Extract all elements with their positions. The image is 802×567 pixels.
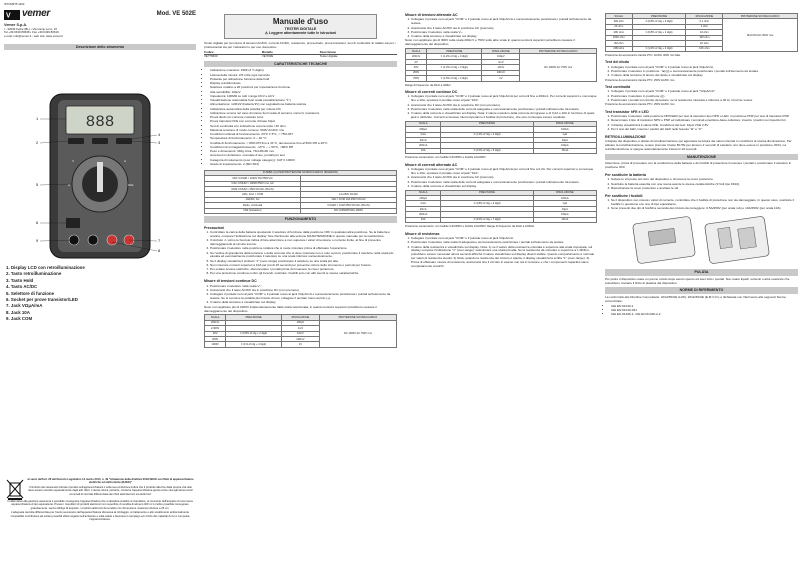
address: I - 32032 Feltre (BL) • Via Camp Lonc, 16 [4,26,58,31]
th: SCALA [406,49,427,54]
td: 10mV [482,65,520,70]
dca-step: 1. Collegare il puntale nero al jack "COM" e il puntale rosso al jack VΩμA/mA per correnti fino a 400mA. Per correnti superiori e comunque fino a 10A, spostare il puntale rosso al jack "10A". [411,95,597,103]
manual-title: Manuale d'uso [272,17,329,26]
th: PRECISIONE [427,49,482,54]
spec-item: • Visualizzazione automatica fuori scala (visualizzazione "1") [210,99,397,103]
th: PROTEZIONE SOVRACCARICO [723,14,798,19]
spec-item: • Test di continuità con indicazione sonora sotto i 30 ohm [210,125,397,129]
td: 10μA [533,138,596,143]
svg-text:8: 8 [158,248,161,253]
disposal-text-1: Il simbolo del cassonetto barrato riportato sull'apparecchiatura o sulla sua confezione indica che il prodotto alla fine della propria vita utile deve essere raccolto separatamente dagli altri rifiuti. L'utente dovrà, pertanto, conferire l'apparecchiatura giunta a fine vita agli idonei centri comunali di raccolta differenziata dei rifiuti elettrotecnici ed elettronici. [28,485,193,496]
cleaning-title: PULIZIA [605,269,798,275]
aca-step: 4. Il valore della corrente è visualizzato sul display. [411,185,597,189]
svg-text:4: 4 [158,132,161,137]
spec-item: • Prova transistor hFE con corrente di base 10μA [210,120,397,124]
cleaning-text: Per pulire il dispositivo usare un panno umido dopo averlo spento ed aver tolto i puntali. Non usare liquidi, solventi o altre sostanze che potrebbero rovinare il finito di plastica del dispositivo. [605,276,790,285]
td: 1V [281,342,319,347]
aca-step: 2. Assicurarsi che il tasto AC/DC sia in posizione AC (premuto). [411,176,597,180]
td: 100μV [281,320,319,325]
standards-title: NORME DI RIFERIMENTO [605,287,798,293]
prot-cell: ADC, ACA = COM [205,192,301,197]
cont-step: 3. Posizionare i puntali sul circuito da testare: se la resistenza misurata è inferiore a 30 Ω, il buzzer suona. [611,99,798,103]
td: 2,000V [205,326,226,331]
td: 2M ohm [606,41,633,46]
td: 1000V [205,342,226,347]
td: 10A [406,148,441,153]
cont-title: Test continuità [605,84,631,89]
th: PRECISIONE [441,121,533,126]
operation-title: FUNZIONAMENTO [204,216,397,222]
fuse-steps [605,199,798,211]
model-header: Modello [261,49,273,54]
brand-name: vemer [22,8,50,20]
description-header: Descrizione [319,49,337,54]
precaution-item: 3. Posizionare il selettore nella posizione relativa che si vuole misurare prima di effettuare l'operazione. [210,247,397,251]
spec-item: • Categoria di isolamento (over voltage category): CAT II 1000V [210,159,397,163]
dca-title: Misure di correnti continue DC [405,89,458,94]
acv-table [405,48,597,82]
fuse-step: 2. Sono presenti due tipi di fusibili a seconda del circuito da proteggere: 0,5A/250V (per scala mA) e 10A/250V (per scala 10A) [611,207,798,211]
spec-item: • Umidità di funzionamento: < 80% RH fino a 31°C, decrescente fino al 50% RH a 40°C [210,142,397,146]
protection-table [204,170,397,214]
device-parts-list [6,265,194,322]
svg-text:2: 2 [36,140,39,145]
td: 1K ohm [686,41,723,46]
td: 2K ohm [606,24,633,29]
spec-item: • Peso e dimensioni: 340g circa, 74x145x40 mm [210,150,397,154]
spec-item: • Display retroilluminato [210,82,397,86]
td: ± (1,2% of rdg + 3 digit) [427,54,482,59]
td: DC 1000V AC 750V rms [520,54,597,81]
td: 200μA [406,127,441,132]
cont-steps [605,90,798,102]
cont-note: Protezione da sovraccarico tramite PTC: 250V AC/DC rms [605,103,675,107]
res-note: Protezione da sovraccarico tramite PTC: AC/DC 300V rms Max [605,53,681,57]
backlight-text: Il display del dispositivo è dotato di retroilluminazione per agevolare la lettura dei valori misurati in condizioni di scarsa illuminazione. Per attivare la retroilluminazione, tenere premuto il tasto BLITE per almeno 2 secondi (il selettore non deve essere in posizione OFF). La retroilluminazione si spegne automaticamente trascorsi 10 secondi. [605,139,792,151]
column-3 [401,0,601,567]
td: 10μA [533,206,596,211]
device-part: 1. Display LCD con retroilluminazione [6,265,85,270]
device-part: 6. Socket per prove transistor/LED [6,296,78,302]
aca-table [405,190,597,224]
th: RISOLUZIONE [533,121,596,126]
lcd-display-icon: 888 [85,113,115,131]
td: 750V [406,76,427,81]
phone: Tel +39 0439 80638 • Fax +39 0439 80619 [4,30,59,35]
td: ± (1,0% of rdg + 2 digit) [632,46,686,51]
code-value: VE776600 [204,54,218,59]
dca-step: 4. Il valore della corrente è visualizzato sul display. Nota: il valore massimo della corrente di ingresso è di 0,2A o 10A in funzione di quale jack è utilizzato. Correnti eccessive interromperanno il fusibile di protezione, che può comunque essere sostituito. [411,112,597,120]
prot-cell: V/OHM = COM 250V DC/AC (Picchi) [301,203,397,208]
dca-steps [405,95,597,119]
backlight-title: RETROILLUMINAZIONE [605,134,646,139]
standards-text: La conformità alle Direttive Comunitarie: 2014/35/UE (LVD), 2014/30/UE (E.M.C.D.) è dichiarata con riferimento alle seguenti Norme armonizzate: [605,294,787,303]
hfe-steps [605,115,798,132]
svg-text:9: 9 [36,238,39,243]
th: RISOLUZIONE [533,190,596,195]
th: PRECISIONE [441,190,533,195]
model-value: VE 502E [261,54,274,59]
company: Vemer S.p.A. [4,22,28,27]
model-title: Mod. VE 502E [156,10,196,17]
dcv-step: 4. Il valore della tensione è visualizzato sul display. [210,301,397,305]
standards-list [605,305,798,317]
acv-step: 4. Il valore della tensione è visualizzato sul display. [411,35,597,39]
th: PRECISIONE [632,14,686,19]
res-steps [405,237,597,269]
td: ± (2,0% of rdg + 5 digit) [441,148,533,153]
code-header: Codice [204,49,214,54]
prot-cell: 10A/DC, AC [205,197,301,202]
fuse-title: Per sostituire i fusibili [605,193,643,198]
td: ± (0,8% of rdg + 1 digit) [632,30,686,35]
hfe-step: 3. Il display visualizzerà il valore hFE. Condizioni del test: 10μA VCE 2.8V [611,124,798,128]
td: 2mA [406,132,441,137]
prot-cell: VDC V/OHM = 1000V DC/750V AC [205,176,301,181]
td: 100μA [533,143,596,148]
battery-title: Per sostituire la batteria [605,172,646,177]
hfe-title: Test transistor hFE e LED [605,109,649,114]
prot-cell: OHM V/OHM = 250V DC/AC (Picchi) [205,187,301,192]
spec-item: • Condizioni ottimali di funzionamento: 23°C ± 5°C, < 75% RH [210,133,397,137]
prot-cell: V/AC V/OHM = 1000V/750V rms, AC [205,181,301,186]
td: 1mV [482,59,520,64]
device-part: 9. Jack COM [6,316,33,321]
device-part: 5. Selettore di funzione [6,290,55,296]
dcv-step: 3. Collegare il puntale nero al jack "COM" e il puntale rosso al jack VΩμA/mA e successivamente posizionare i puntali sull'elemento da testare. Se si conosce la polarità del circuito di test, collegare il puntale rosso al polo (+). [210,293,397,301]
td: 1μA [533,132,596,137]
spec-item: • Pulsante per attivazione funzione data hold [210,78,397,82]
td: 100nA [533,127,596,132]
res-step: 2. Posizionare il selettore nella scala Ω adeguata e successivamente posizionare i puntali sull'elemento da testare. [411,241,597,245]
prot-cell: 10A = COM 10A 250V DC/AC [301,197,397,202]
svg-text:3: 3 [158,140,161,145]
web: e-mail: info@vemer.it - web site: www.vemer.it [4,33,63,38]
th: RISOLUZIONE [482,49,520,54]
td: 20V [406,65,427,70]
spec-item: • Indicazione massima: 1999 (3 ½ digits) [210,69,397,73]
diode-step: 1. Collegare il puntale nero al jack "COM" e il puntale rosso al jack VΩμA/mA. [611,66,798,70]
acv-step: 3. Posizionare il selettore nella scala V~. [411,31,597,35]
td: 200mA [406,143,441,148]
aca-title: Misure di correnti alternate AC [405,162,458,167]
th: PROTEZIONE SOVRACCARICO [319,315,396,320]
th: PRECISIONE [226,315,282,320]
spec-item: • Indicazione automatica della polarità per misure DC [210,108,397,112]
manual-subtitle: TESTER DIGITALE [284,27,317,31]
battery-replacement-illustration [627,214,777,266]
td: ± (0,8% of rdg + 2 digit) [226,331,282,336]
precaution-item: 1. Controllare la carica della batteria spostando il selettore di funzione dalla posizione OFF in qualsiasi altra posizione. Se la batteria è scarica, compare l'indicazione sul display: fare riferimento alla sezione MANUTENZIONE in questo manuale per la sostituzione. [210,231,397,239]
diode-title: Test del diodo [605,60,630,65]
column-4 [601,0,802,567]
header [4,8,196,21]
hfe-step: 4. Per il test del LED, inserire i piedini del LED nelle fessure "E" e "C" [611,128,798,132]
precautions-list [204,231,397,276]
td: 200μA [406,196,441,201]
acv-step: 1. Collegare il puntale nero al jack "COM" e il puntale rosso al jack VΩμA/mA e successivamente posizionare i puntali sull'elemento da testare. [411,18,597,26]
disposal-title: ai sensi dell'art. 26 del Decreto Legislativo 14 marzo 2014, n. 49 "Attuazione della direttiva 2012/19/UE sui rifiuti di apparecchiature elettriche ed elettroniche (RAEE)" [27,478,194,485]
spec-item: • Selettore rotativo a 20 posizioni per impostazione funzione [210,86,397,90]
manual-title-box [224,14,377,39]
hfe-step: 2. Determinare il tipo di transistor NPN o PNP ed individuare i terminali emettitore-base-collettore; inserire i piedini nei rispettivi fori. [611,119,798,123]
th: RISOLUZIONE [686,14,723,19]
battery-step: 2. Sostituire la batteria esaurita con una nuova avente le stesse caratteristiche (9 Volt tipo 6F22). [611,183,798,187]
spec-item: • Massima tensione di modo comune: 500V AC/DC rms [210,129,397,133]
device-section-title: Descrizione dello strumento [4,44,196,50]
device-part: 4. Tasto AC/DC [6,284,38,290]
battery-step: 1. Svitare le viti poste sul retro del dispositivo e rimuovere la cover posteriore. [611,178,798,182]
prot-cell: Diodo, continuità [205,203,301,208]
svg-text:V: V [6,12,11,20]
diode-steps [605,66,798,78]
precaution-item: 7. Per evitare scosse elettriche, disconnettere i puntali prima di rimuovere la cover posteriore. [210,268,397,272]
multimeter-illustration [28,92,172,262]
dcv-table [204,314,397,348]
td: 2mA [406,201,441,206]
td: 200K ohm [606,35,633,40]
spec-item: • Alimentazione: 1x6F22 (batteria 9V) con segnalazione batteria scarica [210,103,397,107]
protection-table-title: FUSIBILI (A) PER PROTEZIONE SOVRACCARICO (INGRESSI) [205,170,397,175]
aca-step: 1. Collegare il puntale nero al jack "COM" e il puntale rosso al jack VΩμA/mA per correnti fino a 0,2A. Per correnti superiori e comunque fino a 10A, spostare il puntale rosso al jack "10A". [411,168,597,176]
dca-note: Protezione sovraccarico: con fusibile 0,5A/250V e fusibile 10A/250V [405,156,486,160]
svg-text:6: 6 [36,220,39,225]
diode-note: Protezione da sovraccarico tramite PTC: 250V AC/DC rms [605,78,675,82]
disposal-notice [6,478,194,522]
spec-item: • Impedenza: 100MΩ su tutti i range DCV e ACV [210,95,397,99]
td: 100 ohm [686,35,723,40]
td: 20V [205,331,226,336]
precaution-item: 8. Per una protezione continua contro gli incendi, sostituire i fusibili solo con altri aventi le stesse caratteristiche. [210,272,397,276]
maintenance-title: MANUTENZIONE [605,154,798,160]
aca-steps [405,168,597,188]
precaution-item: 4. Se l'ordine di grandezza della tensione o della corrente che si deve misurare non è noto a priori, posizionare il selettore nella scala più elevata ed eventualmente posizionare il selettore su una scala inferiore successivamente. [210,252,397,260]
precautions-title: Precauzioni [204,225,225,230]
th: PROTEZIONE SOVRACCARICO [520,49,597,54]
standard-item: • CEI EN 61010-1 [611,305,798,309]
column-2 [200,0,401,567]
td: 200mV [406,54,427,59]
acv-title: Misure di tensioni alternate AC [405,13,458,17]
td: 0,1 ohm [686,19,723,24]
spec-item: • Indicazione sonora nel caso di misure fuori scala di tensioni, correnti, resistenze [210,112,397,116]
spec-item: • Lettura della misura: 2/3 volte ogni secondo [210,74,397,78]
specs-list [204,69,397,166]
th: SCALA [406,121,441,126]
res-table [605,13,798,52]
svg-text:V: V [72,159,75,163]
spec-item: • Accessori in dotazione: manuale d'uso, puntali per test [210,154,397,158]
td: 2V [406,59,427,64]
spec-item: • Condizioni di immagazzinamento: -10°C ~ + 50°C, <80% RH [210,146,397,150]
dcv-step: 1. Posizionare il selettore nella scala V⎓. [210,285,397,289]
td: ± (0,8% of rdg + 3 digit) [632,19,686,24]
td: 10mA [533,217,596,222]
specs-title: CARATTERISTICHE TECNICHE [204,61,397,67]
disposal-text-2: In alternativa alla gestione autonoma è possibile consegnare l'apparecchiatura che si desidera smaltire al rivenditore, al momento dell'acquisto di una nuova apparecchiatura di tipo equivalente. Presso i rivenditori di prodotti elettronici con superficie di vendita di almeno 400 m² è inoltre possibile consegnare gratuitamente, senza obbligo di acquisto, i prodotti elettronici da smaltire con dimensione massima inferiore a 25 cm. [7,500,193,510]
maintenance-text: Attenzione: prima di procedere con la sostituzione della batteria e dei fusibili di protezione rimuovere i puntali e posizionare il selettore in posizione OFF [605,161,792,170]
precaution-item: 6. Non misurare correnti superiori a 10A per più di 15 secondi per prevenire rotture dello strumento o pericoli per l'utente. [210,264,397,268]
td: 1 ohm [686,24,723,29]
acv-steps [405,18,597,38]
doc-code: ISTOM975 1404 [4,2,25,6]
battery-step: 3. Riposizionare la cover posteriore e avvitare le viti [611,187,798,191]
prot-cell: NO COPERTURA 1000V [301,208,397,213]
td: 100mV [281,337,319,342]
svg-text:1: 1 [36,116,39,121]
standard-item: • CEI EN 61326-1; CEI EN 61326-2-2 [611,313,798,317]
disposal-text-3: L'adeguata raccolta differenziata per l'avvio successivo dell'apparecchiatura dismessa al riciclaggio, al trattamento e allo smaltimento ambientalmente compatibile contribuisce ad evitare possibili effetti negativi sull'ambiente e sulla salute e favorisce il reimpiego e/o riciclo dei materiali di cui è composta l'apparecchiatura. [10,511,190,521]
dcv-note: Nota: non applicare più di 1000V indipendentemente dalla scala selezionata, in quanto tensioni superiori potrebbero causare il danneggiamento del dispositivo. [204,304,377,313]
aca-step: 3. Posizionare il selettore nella scala delle correnti adeguata e successivamente posizionare i puntali sull'elemento da testare. [411,181,597,185]
td: ± (3,0% of rdg + 7 digit) [441,217,533,222]
td: 200V [406,70,427,75]
dca-step: 3. Posizionare il selettore nella scala delle correnti adeguata e successivamente posizionare i puntali sull'elemento da testare. [411,108,597,112]
svg-text:5: 5 [36,182,39,187]
td: DC 1000V AC 750V rms [319,320,396,347]
description-value: Tester digitale [319,54,338,59]
dca-table [405,121,597,155]
aca-note: Protezione sovraccarico: con fusibile 0,5A/250V e fusibile 10A/250V. Range di frequenza: da 40Hz a 1000Hz [405,225,535,229]
code-table-row [204,55,397,59]
td: 10A [406,217,441,222]
svg-text:A: A [124,159,127,163]
acv-note: Nota: non applicare più di 300V sulla scala 200mV e 750V sulle altre scale in quanto tensioni superiori potrebbero causare il danneggiamento del dispositivo. [405,38,575,47]
vemer-logo-icon [4,10,20,20]
td: 100mV [482,70,520,75]
td: 20mA [406,138,441,143]
td: ± (1,8% of rdg + 3 digit) [441,201,533,206]
dcv-title: Misure di tensioni continue DC [204,279,257,284]
precaution-item: 2. Il simbolo ⚠ vicino le boccole indica di fare attenzione a non superare i valori di tensione o corrente limite, al fine di prevenire danneggiamenti al circuito interno. [210,239,397,247]
td: 10mV [281,331,319,336]
svg-text:Ω: Ω [68,183,71,187]
res-step: 1. Collegare il puntale nero al jack "COM" e il puntale rosso al jack VΩμA/mA. [411,237,597,241]
standard-item: • CEI EN 61010-031 [611,309,798,313]
td: 100μV [482,54,520,59]
td: ± (1,2% of rdg + 2 digit) [441,132,533,137]
td: ± (1% of rdg + 2 digit) [226,342,282,347]
warning-icon: ⚠ [264,31,270,36]
td: 10 ohm [686,30,723,35]
td: 200mA [406,212,441,217]
device-part: 8. Jack 10A [6,309,30,315]
spec-item: • Alta sensibilità: 100μV [210,91,397,95]
td: 1mV [281,326,319,331]
device-part: 3. Tasto Hold [6,277,34,283]
td: 20K ohm [606,30,633,35]
th: SCALA [406,190,441,195]
td: 1V [482,76,520,81]
td: 10mA [533,148,596,153]
precaution-item: 5. Se il display visualizza il simbolo "1" (over-range) posizionare il selettore su una scala più alta. [210,260,397,264]
column-1 [0,0,200,567]
cont-step: 2. Posizionare il selettore in posizione •))) . [611,95,798,99]
spec-item: • Grado di inquinamento: 2 (IEC 664) [210,163,397,167]
manual-warning: Leggere attentamente tutte le istruzioni [269,31,337,36]
td: ± (1,5% of rdg + 3 digit) [427,76,482,81]
hfe-step: 1. Posizionare il selettore nella posizione NPN/LED per test di transistor tipo NPN o LED, in posizione PNP per test di transistor PNP. [611,115,798,119]
svg-text:7: 7 [158,238,161,243]
diode-step: 2. Posizionare il selettore in posizione ⊣▸|•))) e successivamente posizionare i puntali sull'elemento da testare. [611,70,798,74]
td: 200mV [205,320,226,325]
spec-item: • Temperatura di funzionamento: 0 ~ 40 °C [210,137,397,141]
td: 100nA [533,196,596,201]
manual-intro: Tester digitale per la misura di tensioni AC/DC, correnti AC/DC, resistenze, prova diodo, prova transistor, test di continuità. E' adatto sia per i professionisti sia per i laboratori e per uso domestico. [204,40,396,49]
td: 200 ohm [606,19,633,24]
svg-text:hFE: hFE [128,183,134,187]
device-part: 7. Jack VΩμA/mA [6,303,43,309]
res-title: Misure di resistenza [405,231,440,236]
acv-step: 2. Assicurarsi che il tasto AC/DC sia in posizione AC (premuto). [411,27,597,31]
res-step: 3. Il valore della resistenza è visualizzato sul display. Nota: 1) se il valore della resistenza misurata è superiore alla scala impostata, sul display compare l'indicazione "1" (over-range): selezionare una scala più alta. Se la resistenza da misurare è superiore a 1 MOhm, potrebbero essere necessari alcuni secondi affinché il valore visualizzato sul display diventi stabile. Questo comportamento è normale per valori di resistenza elevati. 2) Nota: quando la resistenza del circuito è aperta, il display visualizza la scritta "1" (over-range). 3) Prima di effettuare misure di resistenza, assicurarsi che il circuito in esame non sia in tensione e che i componenti capacitivi siano completamente scarichi. [411,246,597,269]
td: 100μA [533,212,596,217]
spec-item: • Prova diodi con corrente costante 1mA [210,116,397,120]
device-part: 2. Tasto retroilluminazione [6,271,62,277]
td: ± (1,2% of rdg + 3 digit) [427,65,482,70]
acv-range: Range di frequenza: da 40Hz a 400Hz [405,83,451,87]
dca-step: 2. Assicurarsi che il tasto AC/DC sia in posizione DC (non premuto). [411,104,597,108]
th: RISOLUZIONE [281,315,319,320]
prot-cell: mA 250V DC/AC [301,192,397,197]
th: SCALA [606,14,633,19]
battery-steps [605,178,798,190]
warning-row [227,31,374,35]
brand-logo [4,8,50,21]
td: 10K ohm [686,46,723,51]
dcv-step: 2. Assicurarsi che il tasto AC/DC sia in posizione DC (non premuto). [210,289,397,293]
th: SCALA [205,315,226,320]
td: 200V [205,337,226,342]
td: 20mA [406,206,441,211]
diode-step: 3. Il valore della tensione di lavoro del diodo è visualizzato sul display. [611,74,798,78]
td: MAX DC/AC 300V rms [723,19,798,52]
td: 20M ohm [606,46,633,51]
dcv-steps [204,285,397,305]
td: 1μA [533,201,596,206]
cont-step: 1. Collegare il puntale nero al jack "COM" e il puntale rosso al jack "VΩμA/mA". [611,90,798,94]
crossed-bin-icon [6,478,24,500]
fuse-step: 1. Se il dispositivo non misura i valori di corrente, controllare che il fusibile di protezione non sia danneggiato. In questo caso, sostituire il fusibile in questione con uno di tipo equivalente. [611,199,798,207]
prot-cell: hFE (transistor) [205,208,301,213]
